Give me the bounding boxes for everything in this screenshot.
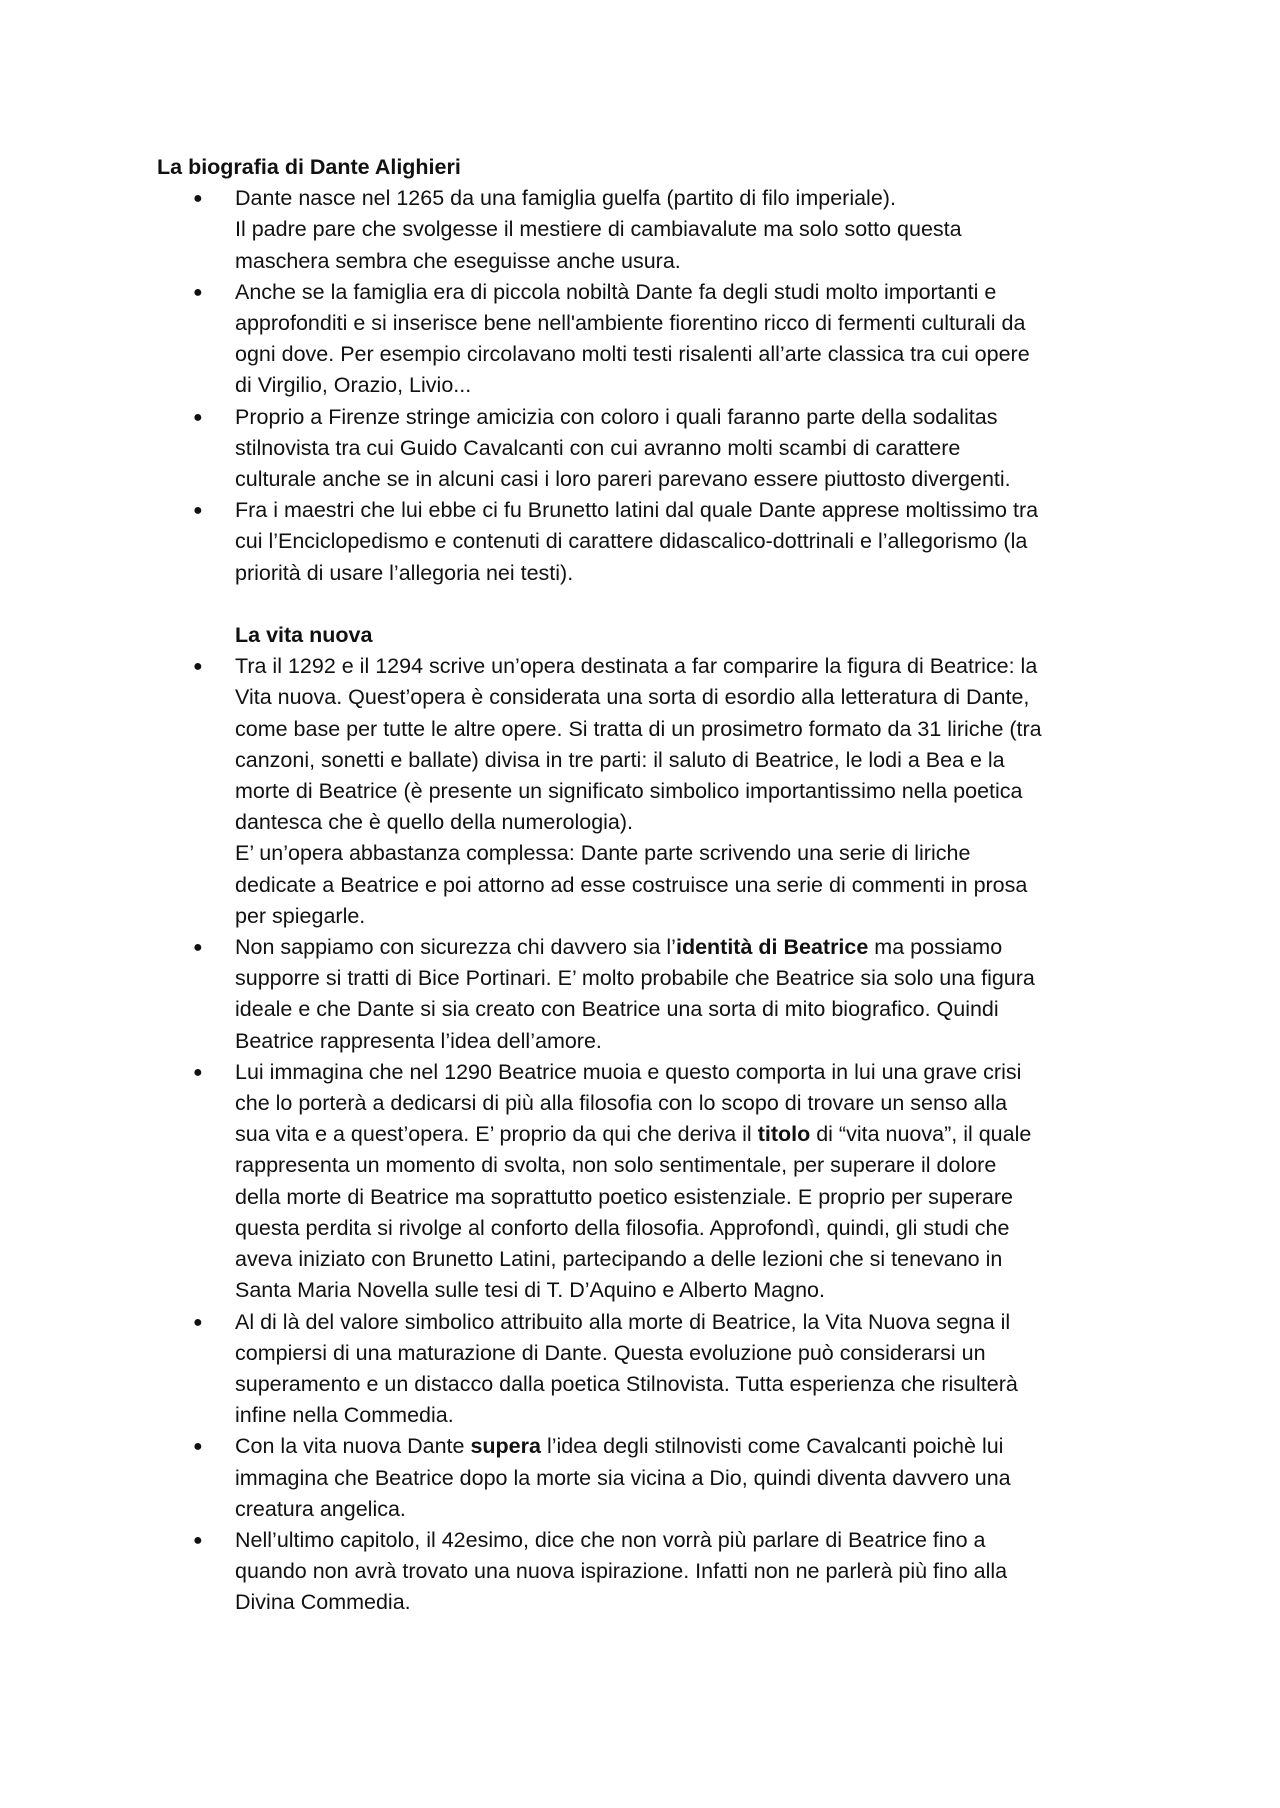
list-item <box>157 1525 1157 1619</box>
text-line: Nell’ultimo capitolo, il 42esimo, dice che non vorrà più parlare di Beatrice fino a <box>235 1527 986 1552</box>
text-line <box>235 932 1157 963</box>
text-line: ideale e che Dante si sia creato con Beatrice una sorta di mito biografico. Quindi <box>235 997 999 1022</box>
text-line: che lo porterà a dedicarsi di più alla filosofia con lo scopo di trovare un senso alla <box>235 1091 1008 1116</box>
text-line: Santa Maria Novella sulle tesi di T. D’Aquino e Alberto Magno. <box>235 1278 825 1303</box>
text-line: come base per tutte le altre opere. Si tratta di un prosimetro formato da 31 liriche (tra <box>235 716 1042 741</box>
text-span: ma possiamo <box>868 935 1003 960</box>
list-item <box>157 1057 1157 1307</box>
text-span: sua vita e a quest’opera. E’ proprio da qui che deriva il <box>235 1122 758 1147</box>
list-item <box>157 277 1157 402</box>
text-line <box>235 1431 1157 1462</box>
list-item <box>157 1431 1157 1525</box>
text-line: questa perdita si rivolge al conforto della filosofia. Approfondì, quindi, gli studi che <box>235 1215 1010 1240</box>
text-line: superamento e un distacco dalla poetica Stilnovista. Tutta esperienza che risulterà <box>235 1371 1018 1396</box>
list-item <box>157 402 1157 496</box>
bullet-icon: ● <box>193 283 203 301</box>
text-line: E’ un’opera abbastanza complessa: Dante parte scrivendo una serie di liriche <box>235 841 971 866</box>
text-line: Anche se la famiglia era di piccola nobiltà Dante fa degli studi molto importanti e <box>235 279 997 304</box>
text-line: Al di là del valore simbolico attribuito alla morte di Beatrice, la Vita Nuova segna il <box>235 1309 1011 1334</box>
bullet-icon: ● <box>193 939 203 957</box>
text-line: creatura angelica. <box>235 1496 406 1521</box>
text-line: quando non avrà trovato una nuova ispirazione. Infatti non ne parlerà più fino alla <box>235 1559 1008 1584</box>
bullet-icon: ● <box>193 1063 203 1081</box>
text-line <box>235 1119 1157 1150</box>
list-item <box>157 932 1157 1057</box>
list-item <box>157 651 1157 932</box>
text-span: l’idea degli stilnovisti come Cavalcanti poichè lui <box>540 1434 1004 1459</box>
text-line: di Virgilio, Orazio, Livio... <box>235 373 472 398</box>
text-line: stilnovista tra cui Guido Cavalcanti con cui avranno molti scambi di carattere <box>235 435 961 460</box>
section-biography-list <box>157 183 1157 589</box>
text-line: Lui immagina che nel 1290 Beatrice muoia e questo comporta in lui una grave crisi <box>235 1059 1022 1084</box>
section-vita-nuova-list <box>157 651 1157 1618</box>
text-line: approfonditi e si inserisce bene nell'ambiente fiorentino ricco di fermenti culturali da <box>235 311 1026 336</box>
bold-text: supera <box>470 1434 541 1459</box>
bullet-icon: ● <box>193 658 203 676</box>
text-line: compiersi di una maturazione di Dante. Questa evoluzione può considerarsi un <box>235 1340 986 1365</box>
text-line: priorità di usare l’allegoria nei testi). <box>235 560 574 585</box>
text-span: Non sappiamo con sicurezza chi davvero sia l’ <box>235 935 676 960</box>
text-line: Vita nuova. Quest’opera è considerata una sorta di esordio alla letteratura di Dante, <box>235 685 1030 710</box>
text-line: Divina Commedia. <box>235 1590 411 1615</box>
text-line: rappresenta un momento di svolta, non solo sentimentale, per superare il dolore <box>235 1153 997 1178</box>
list-item <box>157 495 1157 589</box>
text-line: aveva iniziato con Brunetto Latini, partecipando a delle lezioni che si tenevano in <box>235 1247 1003 1272</box>
text-span: di “vita nuova”, il quale <box>810 1122 1032 1147</box>
text-line: Dante nasce nel 1265 da una famiglia guelfa (partito di filo imperiale). <box>235 186 896 211</box>
text-line: dedicate a Beatrice e poi attorno ad esse costruisce una serie di commenti in prosa <box>235 872 1028 897</box>
bullet-icon: ● <box>193 1438 203 1456</box>
section-subtitle: La vita nuova <box>235 623 373 648</box>
text-line: Tra il 1292 e il 1294 scrive un’opera destinata a far comparire la figura di Beatrice: la <box>235 654 1038 679</box>
text-line: maschera sembra che eseguisse anche usura. <box>235 248 681 273</box>
text-line: Fra i maestri che lui ebbe ci fu Brunetto latini dal quale Dante apprese moltissimo tra <box>235 498 1039 523</box>
document-content <box>157 152 1157 1619</box>
list-item <box>157 1307 1157 1432</box>
text-line: immagina che Beatrice dopo la morte sia vicina a Dio, quindi diventa davvero una <box>235 1465 1011 1490</box>
bullet-icon: ● <box>193 1313 203 1331</box>
text-line: Il padre pare che svolgesse il mestiere di cambiavalute ma solo sotto questa <box>235 217 962 242</box>
text-line: cui l’Enciclopedismo e contenuti di carattere didascalico-dottrinali e l’allegorismo (la <box>235 529 1028 554</box>
text-span: Con la vita nuova Dante <box>235 1434 471 1459</box>
text-line: morte di Beatrice (è presente un significato simbolico importantissimo nella poetica <box>235 779 1023 804</box>
text-line: per spiegarle. <box>235 903 366 928</box>
bold-text: identità di Beatrice <box>675 935 869 960</box>
bullet-icon: ● <box>193 502 203 520</box>
text-line: infine nella Commedia. <box>235 1403 454 1428</box>
text-line: supporre si tratti di Bice Portinari. E’ molto probabile che Beatrice sia solo una figura <box>235 966 1035 991</box>
text-line: ogni dove. Per esempio circolavano molti testi risalenti all’arte classica tra cui opere <box>235 342 1030 367</box>
text-line: culturale anche se in alcuni casi i loro pareri parevano essere piuttosto divergenti. <box>235 467 1011 492</box>
list-item <box>157 183 1157 277</box>
bullet-icon: ● <box>193 1531 203 1549</box>
bullet-icon: ● <box>193 190 203 208</box>
text-line: dantesca che è quello della numerologia). <box>235 810 634 835</box>
text-line: canzoni, sonetti e ballate) divisa in tre parti: il saluto di Beatrice, le lodi a Bea e la <box>235 747 1005 772</box>
paragraph-gap <box>157 589 1157 620</box>
text-line: della morte di Beatrice ma soprattutto poetico esistenziale. E proprio per superare <box>235 1184 1013 1209</box>
text-line: Proprio a Firenze stringe amicizia con coloro i quali faranno parte della sodalitas <box>235 404 998 429</box>
text-line: Beatrice rappresenta l’idea dell’amore. <box>235 1028 602 1053</box>
document-title: La biografia di Dante Alighieri <box>157 155 461 179</box>
bold-text: titolo <box>757 1122 811 1147</box>
bullet-icon: ● <box>193 408 203 426</box>
